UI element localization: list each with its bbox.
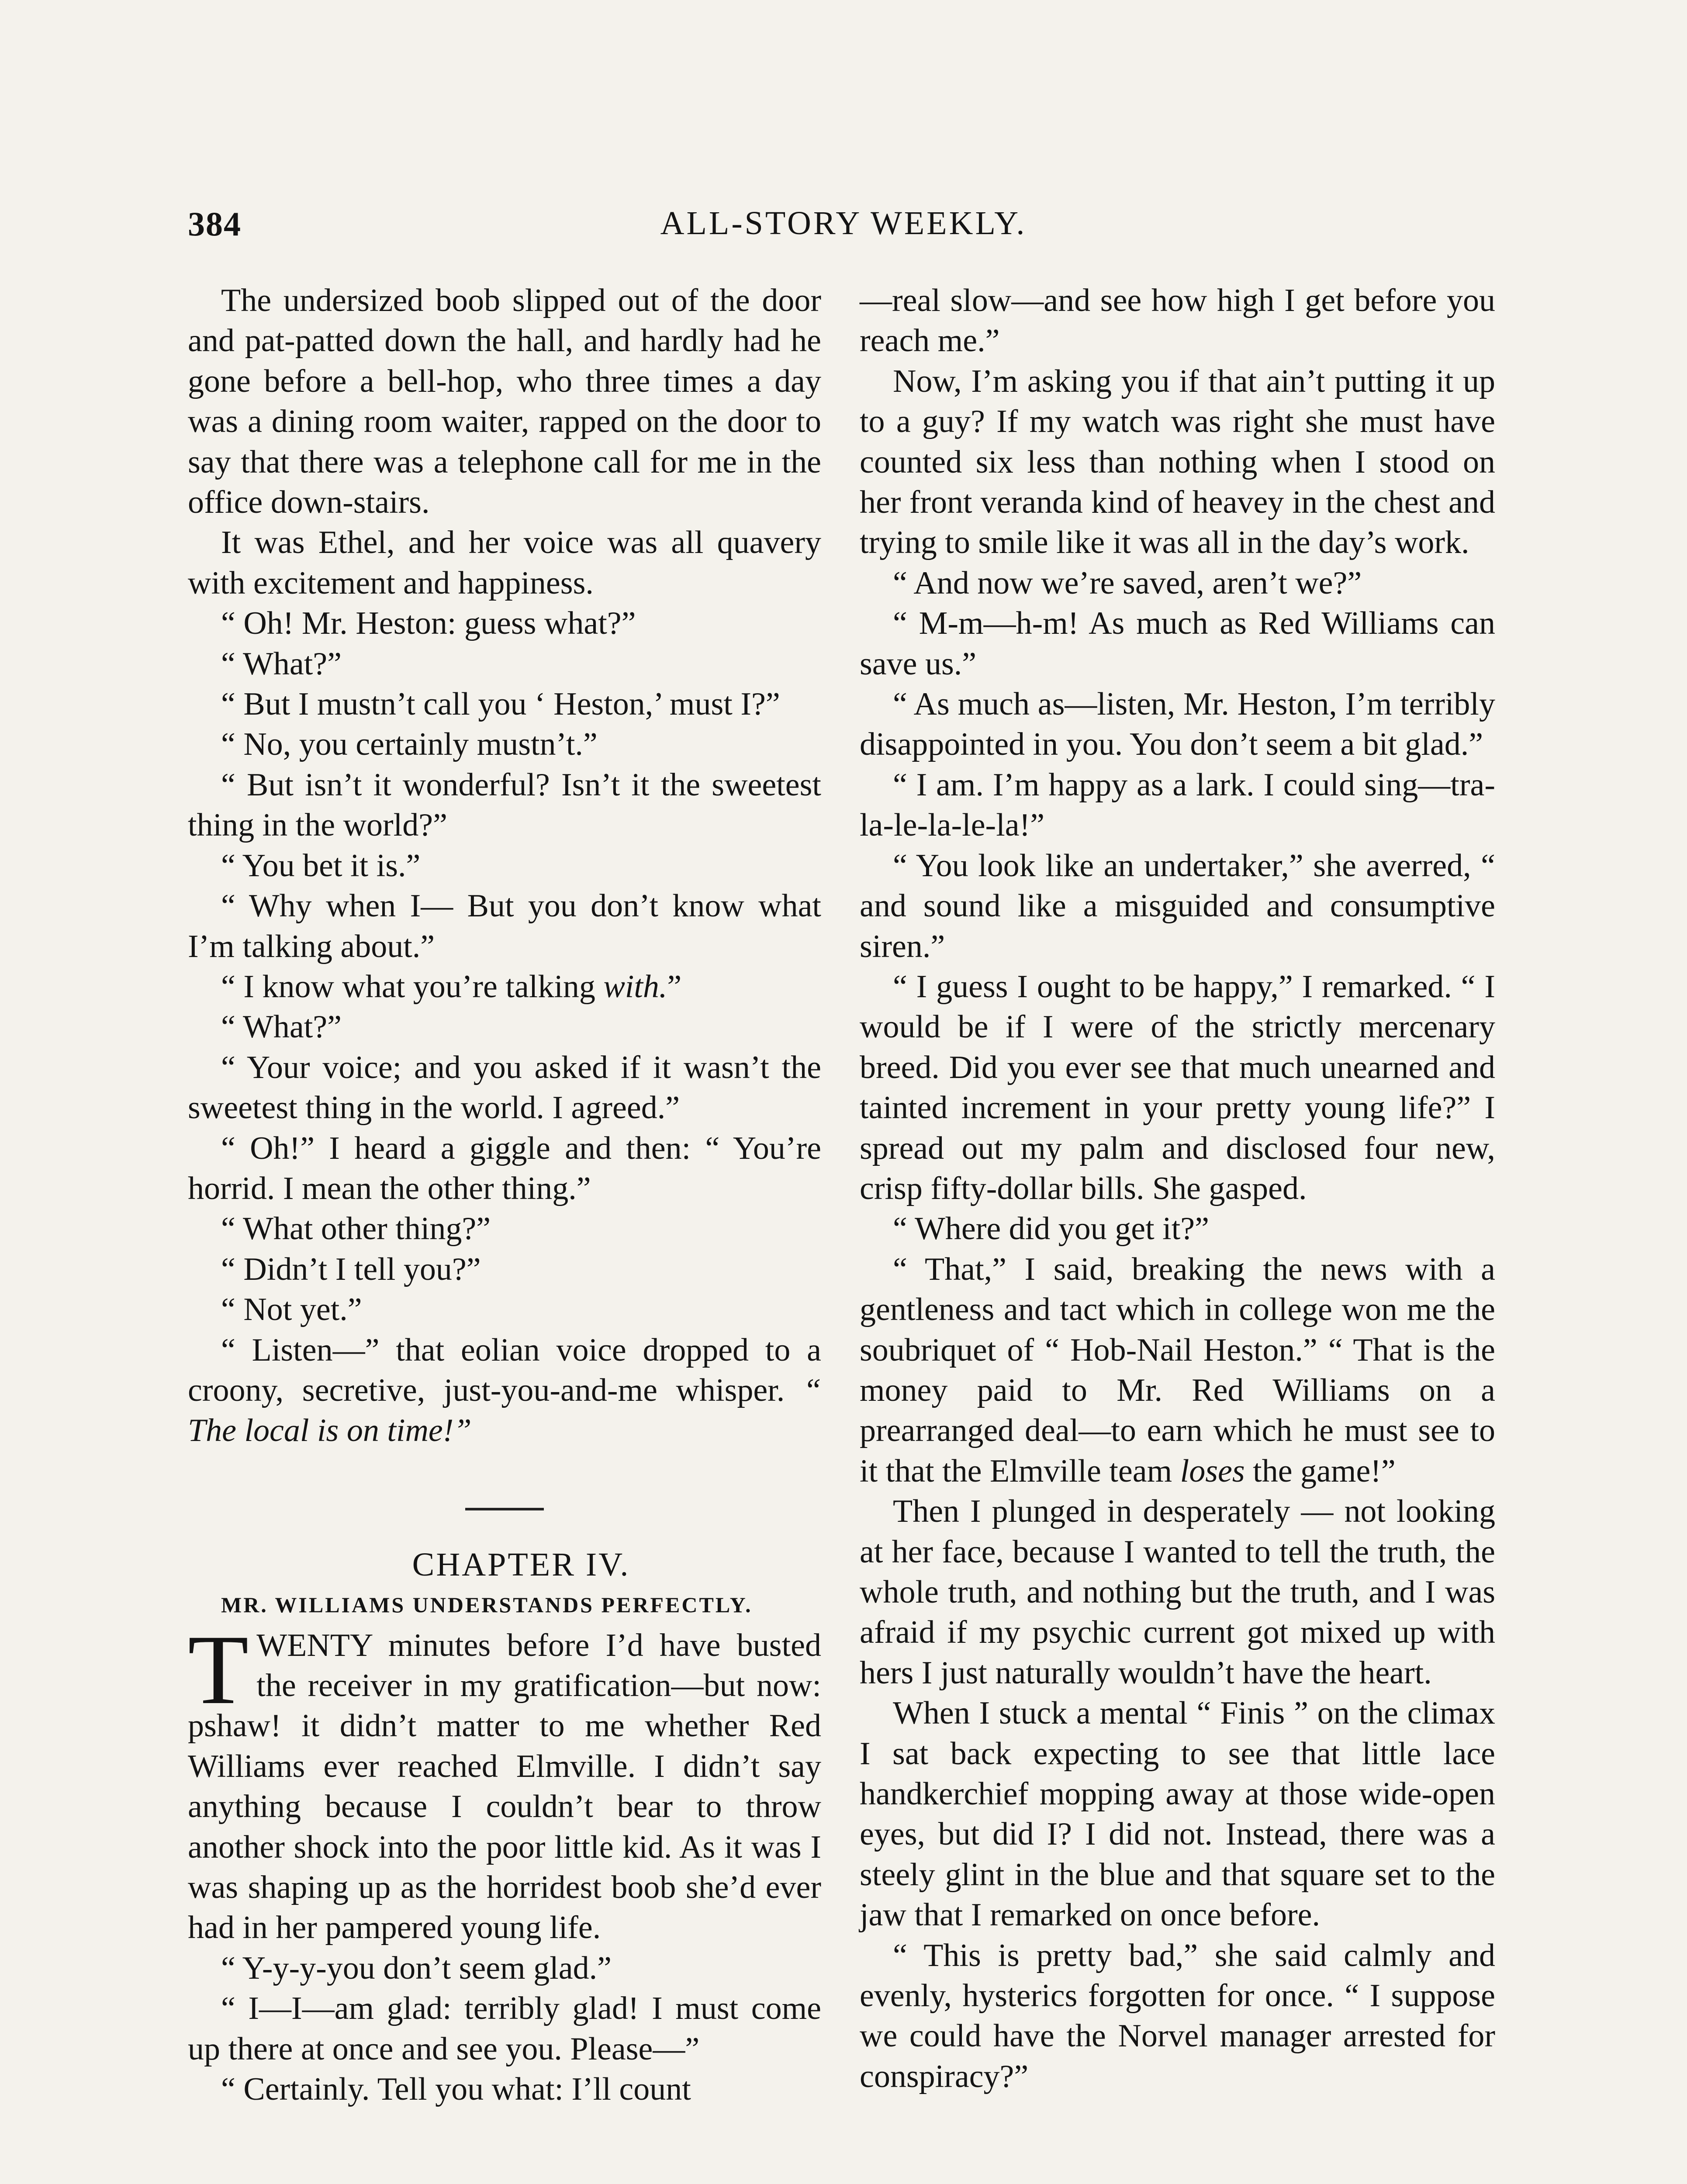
text-run: “ I know what you’re talking [221, 968, 604, 1005]
chapter-opening-paragraph [188, 1614, 821, 1948]
paragraph: “ As much as—listen, Mr. Heston, I’m terribly disappointed in you. You don’t seem a bit glad.” [860, 686, 1495, 763]
paragraph: Now, I’m asking you if that ain’t putting it up to a guy? If my watch was right she must have counted six less than nothing when I stood on her front veranda kind of heavey in the chest and trying to smile like it was all in the day’s work. [860, 363, 1495, 561]
paragraph: “ Didn’t I tell you?” [221, 1251, 481, 1287]
paragraph: “ What?” [221, 646, 342, 682]
paragraph: Then I plunged in desperately — not looking at her face, because I wanted to tell the truth, the whole truth, and nothing but the truth, and I was afraid if my psychic current got mixed up with hers I just naturally wouldn’t have the heart. [860, 1493, 1495, 1691]
paragraph: “ M-m—h-m! As much as Red Williams can save us.” [860, 605, 1495, 682]
page-header [0, 0, 1687, 245]
text-run: the game!” [1245, 1453, 1396, 1489]
paragraph: “ Why when I— But you don’t know what I’m talking about.” [188, 888, 821, 964]
paragraph: “ What other thing?” [221, 1211, 491, 1247]
paragraph: “ Your voice; and you asked if it wasn’t the sweetest thing in the world. I agreed.” [188, 1049, 821, 1126]
text-run: “ That,” I said, breaking the news with a gentleness and tact which in college won me the soubriquet of “ Hob-Nail Heston.” “ That is the money paid to Mr. Red Williams on a prearranged deal—to earn which he must see to it that the Elmville team [860, 1251, 1495, 1489]
chapter-title: CHAPTER IV. [412, 1546, 630, 1583]
page-number: 384 [188, 205, 242, 243]
paragraph [860, 1249, 1495, 1491]
paragraph: “ Y-y-y-you don’t seem glad.” [221, 1950, 612, 1986]
paragraph: “ Certainly. Tell you what: I’ll count [221, 2071, 691, 2108]
paragraph: “ Oh! Mr. Heston: guess what?” [221, 605, 636, 642]
paragraph [188, 1330, 821, 1451]
paragraph: It was Ethel, and her voice was all quavery with excitement and happiness. [188, 525, 821, 601]
left-column [188, 280, 821, 2109]
text-run: “ Listen—” that eolian voice dropped to a croony, secretive, just-you-and-me whisper. [188, 1332, 821, 1408]
paragraph: “ You bet it is.” [221, 847, 421, 884]
paragraph: “ What?” [221, 1009, 342, 1045]
paragraph: “ But isn’t it wonderful? Isn’t it the sweetest thing in the world?” [188, 767, 821, 843]
italic-text: “ The local is on time!” [188, 1372, 821, 1449]
paragraph: “ And now we’re saved, aren’t we?” [893, 565, 1362, 601]
text-run: ” [667, 968, 682, 1005]
italic-text: loses [1180, 1453, 1245, 1489]
paragraph: “ I am. I’m happy as a lark. I could sing—tra-la-le-la-le-la!” [860, 767, 1495, 843]
paragraph [188, 967, 821, 1007]
paragraph: “ Not yet.” [221, 1292, 362, 1328]
drop-cap: T [188, 1614, 249, 1725]
paragraph: “ I—I—am glad: terribly glad! I must come up there at once and see you. Please—” [188, 1990, 821, 2067]
right-column [860, 280, 1495, 2097]
paragraph: “ No, you certainly mustn’t.” [221, 726, 598, 763]
section-divider [465, 1508, 544, 1510]
italic-text: with. [603, 968, 667, 1005]
chapter-subtitle: MR. WILLIAMS UNDERSTANDS PERFECTLY. [221, 1593, 753, 1617]
paragraph: “ This is pretty bad,” she said calmly and evenly, hysterics forgotten for once. “ I suppose we could have the Norvel manager arrested for conspiracy?” [860, 1937, 1495, 2094]
paragraph: “ Where did you get it?” [893, 1211, 1209, 1247]
paragraph-continuation: —real slow—and see how high I get before you reach me.” [860, 283, 1495, 359]
paragraph: The undersized boob slipped out of the door and pat-patted down the hall, and hardly had he gone before a bell-hop, who three times a day was a dining room waiter, rapped on the door to say that there was a telephone call for me in the office down-stairs. [188, 283, 821, 521]
text-run: WENTY minutes before I’d have busted the receiver in my gratification—but now: pshaw! it didn’t matter to me whether Red Williams ever reached Elmville. I didn’t say anything because I couldn’t bear to throw another shock into the poor little kid. As it was I was shaping up as the horridest boob she’d ever had in her pampered young life. [188, 1627, 821, 1946]
paragraph: “ I guess I ought to be happy,” I remarked. “ I would be if I were of the strictly mercenary breed. Did you ever see that much unearned and tainted increment in your pretty young life?” I spread out my palm and disclosed four new, crisp fifty-dollar bills. She gasped. [860, 968, 1495, 1206]
paragraph: “ But I mustn’t call you ‘ Heston,’ must I?” [221, 686, 780, 722]
paragraph: When I stuck a mental “ Finis ” on the climax I sat back expecting to see that little lace handkerchief mopping away at those wide-open eyes, but did I? I did not. Instead, there was a steely glint in the blue and that square set to the jaw that I remarked on once before. [860, 1695, 1495, 1933]
paragraph: “ You look like an undertaker,” she averred, “ and sound like a misguided and consumptive siren.” [860, 847, 1495, 964]
paragraph: “ Oh!” I heard a giggle and then: “ You’re horrid. I mean the other thing.” [188, 1130, 821, 1206]
running-title: ALL-STORY WEEKLY. [660, 205, 1027, 242]
